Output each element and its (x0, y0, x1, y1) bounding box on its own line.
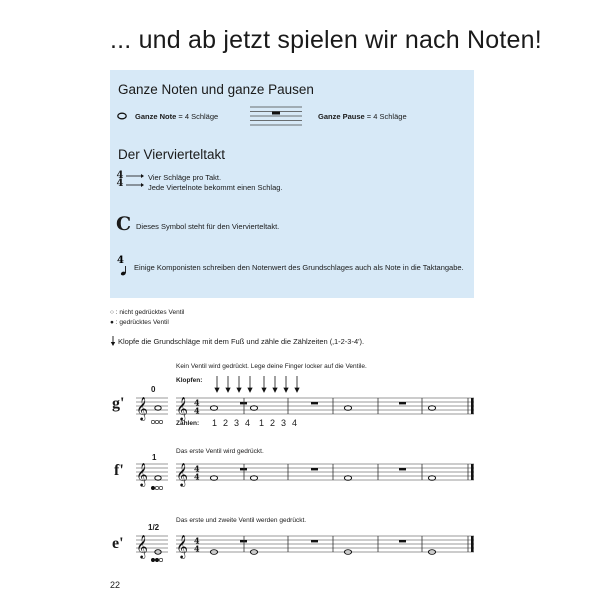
legend-open-valve: ○ : nicht gedrücktes Ventil (110, 309, 185, 316)
count-number: 3 (281, 418, 287, 428)
count-number: 4 (292, 418, 298, 428)
exercise-staff-g (176, 394, 476, 418)
svg-text:4: 4 (194, 543, 200, 554)
quarter-note-text: Einige Komponisten schreiben den Notenwert des Grundschlages auch als Note in die Taktangabe. (134, 263, 464, 272)
reference-staff-f (136, 460, 168, 494)
note-name-e: e' (112, 535, 124, 552)
count-number: 1 (259, 418, 265, 428)
exercise-caption: Kein Ventil wird gedrückt. Lege deine Finger locker auf die Ventile. (176, 363, 367, 370)
exercise-staff-f (176, 460, 476, 484)
svg-text:𝄞: 𝄞 (136, 534, 148, 558)
whole-rest-value: = 4 Schläge (364, 112, 407, 121)
svg-text:4: 4 (194, 397, 200, 408)
fingering-number: 1/2 (148, 523, 160, 532)
page-number: 22 (110, 580, 121, 590)
fingering-number: 0 (151, 385, 156, 394)
whole-rest-definition (318, 112, 407, 121)
reference-staff-g (136, 394, 168, 428)
svg-text:𝄞: 𝄞 (176, 462, 188, 486)
beats-per-bar-text: Vier Schläge pro Takt. (148, 173, 222, 182)
svg-text:𝄞: 𝄞 (136, 462, 148, 486)
common-time-icon: C (116, 213, 132, 235)
note-name-f: f' (114, 462, 124, 479)
count-number: 2 (223, 418, 229, 428)
whole-rest-label: Ganze Pause (318, 112, 365, 121)
page-title: ... und ab jetzt spielen wir nach Noten! (110, 26, 542, 54)
count-number: 3 (234, 418, 240, 428)
whole-note-label: Ganze Note (135, 112, 177, 121)
quarter-note-time-signature-icon (116, 255, 130, 277)
fingering-number: 1 (152, 453, 157, 462)
reference-staff-e (136, 532, 168, 566)
legend-pressed-valve: ● : gedrücktes Ventil (110, 319, 169, 326)
quarter-beat-text: Jede Viertelnote bekommt einen Schlag. (148, 183, 283, 192)
whole-rest-icon (250, 105, 302, 127)
zaehlen-label: Zählen: (176, 420, 200, 427)
exercise-caption: Das erste und zweite Ventil werden gedrückt. (176, 517, 307, 524)
note-name-g: g' (112, 395, 125, 412)
svg-text:𝄞: 𝄞 (176, 534, 188, 558)
instruction-text: Klopfe die Grundschläge mit dem Fuß und zähle die Zählzeiten (‚1-2-3-4'). (118, 337, 365, 346)
section-heading-whole-notes: Ganze Noten und ganze Pausen (118, 82, 314, 97)
exercise-staff-e (176, 532, 476, 556)
whole-note-value: = 4 Schläge (176, 112, 219, 121)
svg-text:4: 4 (194, 471, 200, 482)
count-number: 2 (270, 418, 276, 428)
svg-text:4: 4 (194, 535, 200, 546)
klopfen-label: Klopfen: (176, 377, 203, 384)
common-time-text: Dieses Symbol steht für den Viervierteltakt. (136, 222, 280, 231)
count-number: 4 (245, 418, 251, 428)
svg-text:𝄞: 𝄞 (136, 396, 148, 420)
exercise-caption: Das erste Ventil wird gedrückt. (176, 448, 264, 455)
time-signature-icon: 4 4 (116, 170, 124, 189)
whole-note-icon (117, 112, 129, 122)
section-heading-four-four: Der Viervierteltakt (118, 147, 226, 162)
foot-tap-arrow-icon (110, 336, 116, 346)
tap-arrows (200, 376, 300, 396)
whole-note-definition (135, 112, 218, 121)
count-number: 1 (212, 418, 218, 428)
svg-text:4: 4 (194, 463, 200, 474)
svg-text:4: 4 (194, 405, 200, 416)
arrow-icon (126, 172, 144, 190)
svg-text:𝄞: 𝄞 (176, 396, 188, 420)
svg-text:4: 4 (117, 255, 124, 266)
